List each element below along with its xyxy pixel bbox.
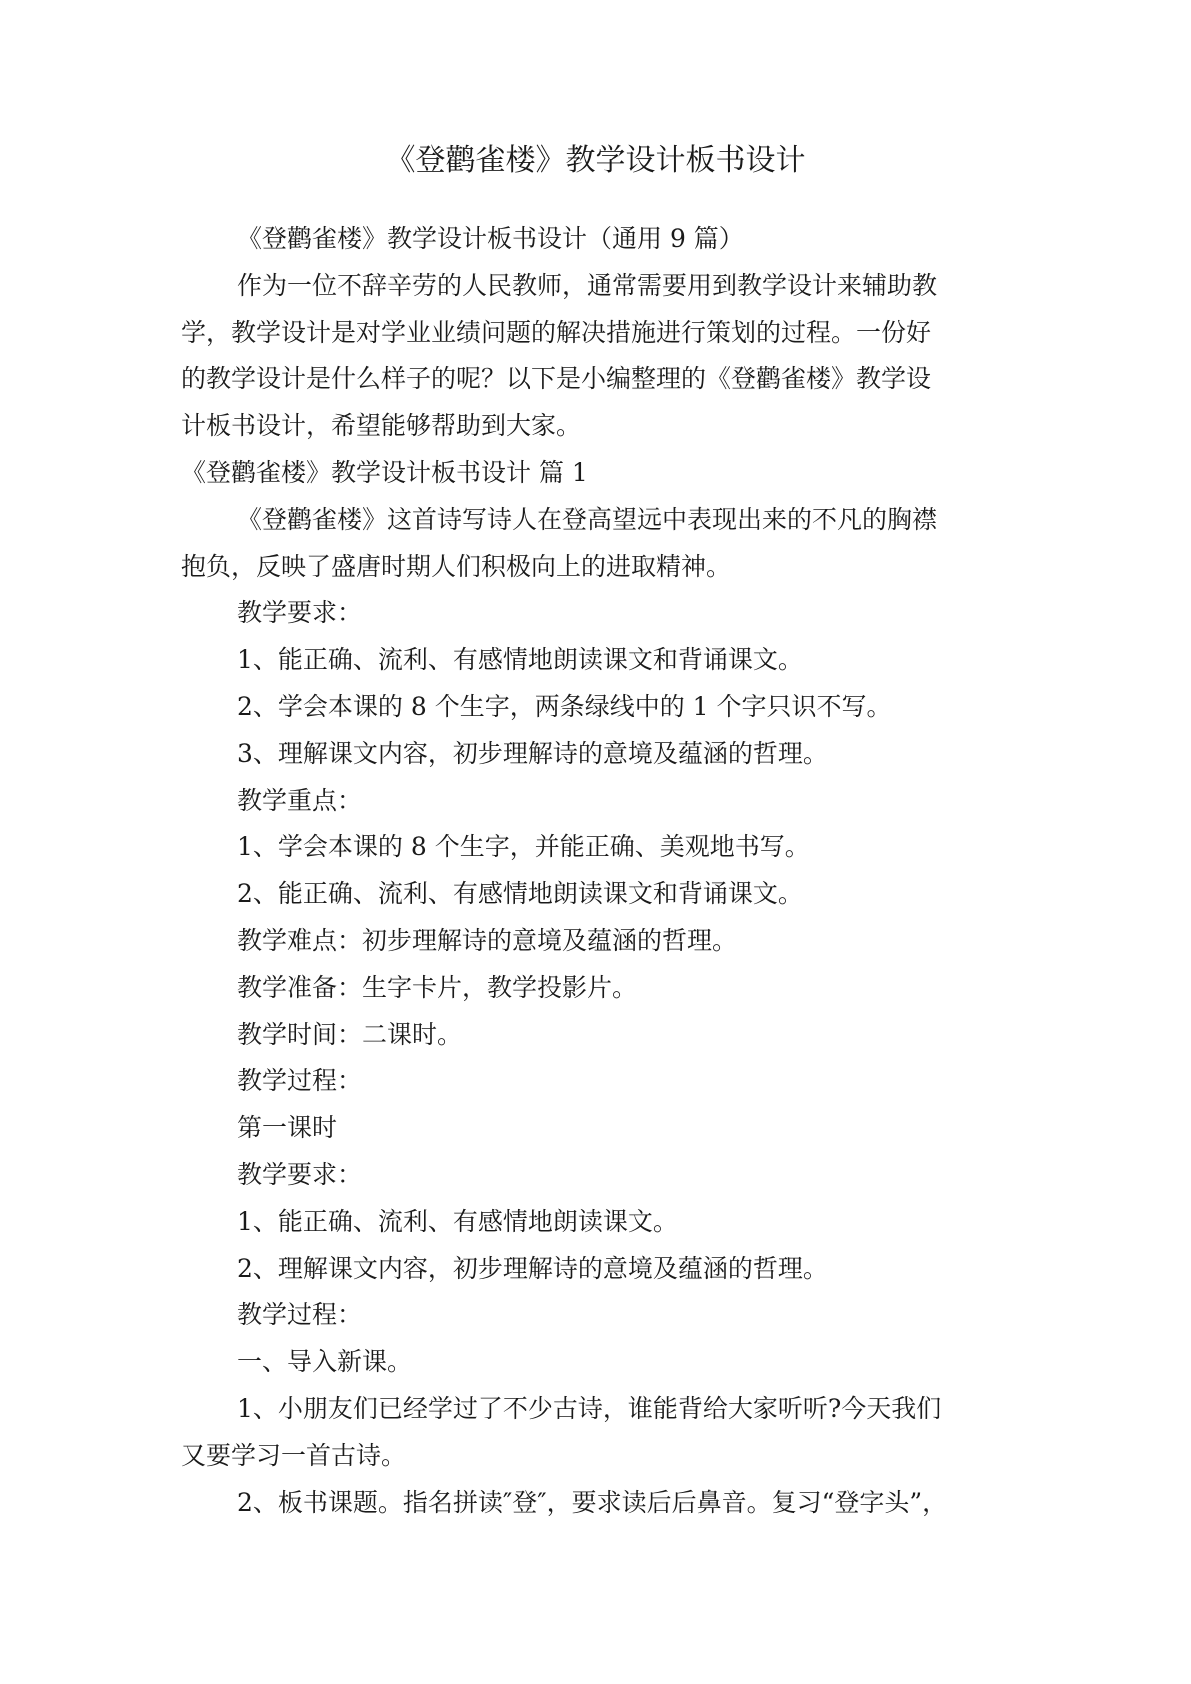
section-intro-line: 《登鹳雀楼》这首诗写诗人在登高望远中表现出来的不凡的胸襟 bbox=[237, 504, 938, 534]
step1-item1-line: 又要学习一首古诗。 bbox=[181, 1440, 407, 1470]
lesson1-requirement-item: 2、理解课文内容，初步理解诗的意境及蕴涵的哲理。 bbox=[237, 1253, 828, 1283]
step1-item1 bbox=[181, 1386, 1011, 1433]
intro-paragraph-continued bbox=[181, 310, 1011, 450]
section-intro-paragraph-continued bbox=[181, 544, 1011, 591]
teaching-time: 教学时间：二课时。 bbox=[237, 1019, 463, 1049]
intro-paragraph bbox=[181, 263, 1011, 310]
teaching-requirements-label: 教学要求： bbox=[237, 598, 363, 628]
subtitle-paragraph: 《登鹳雀楼》教学设计板书设计（通用 9 篇） bbox=[237, 224, 744, 253]
section-heading: 《登鹳雀楼》教学设计板书设计 篇 1 bbox=[181, 457, 588, 487]
step1-item2: 2、板书课题。指名拼读″登″，要求读后后鼻音。复习“登字头”， bbox=[237, 1487, 948, 1517]
teaching-focus-item: 2、能正确、流利、有感情地朗读课文和背诵课文。 bbox=[237, 879, 803, 909]
teaching-focus-label: 教学重点： bbox=[237, 785, 363, 815]
step1-item1-line: 1、小朋友们已经学过了不少古诗，谁能背给大家听听?今天我们 bbox=[237, 1393, 942, 1423]
teaching-requirement-item: 1、能正确、流利、有感情地朗读课文和背诵课文。 bbox=[237, 645, 803, 675]
lesson1-requirements-label: 教学要求： bbox=[237, 1159, 363, 1189]
step1-label: 一、导入新课。 bbox=[237, 1347, 413, 1377]
teaching-preparation: 教学准备：生字卡片，教学投影片。 bbox=[237, 972, 638, 1002]
teaching-requirement-item: 3、理解课文内容，初步理解诗的意境及蕴涵的哲理。 bbox=[237, 738, 828, 768]
teaching-difficulty: 教学难点：初步理解诗的意境及蕴涵的哲理。 bbox=[237, 925, 738, 955]
intro-line: 的教学设计是什么样子的呢？以下是小编整理的《登鹳雀楼》教学设 bbox=[181, 364, 932, 394]
teaching-process-label: 教学过程： bbox=[237, 1066, 363, 1096]
first-lesson-label: 第一课时 bbox=[237, 1113, 338, 1143]
lesson1-process-label: 教学过程： bbox=[237, 1300, 363, 1330]
step1-item1-continued bbox=[181, 1433, 1011, 1480]
teaching-requirement-item: 2、学会本课的 8 个生字，两条绿线中的 1 个字只识不写。 bbox=[237, 691, 892, 721]
document-title: 《登鹳雀楼》教学设计板书设计 bbox=[385, 143, 806, 178]
lesson1-requirement-item: 1、能正确、流利、有感情地朗读课文。 bbox=[237, 1206, 678, 1236]
section-intro-line: 抱负，反映了盛唐时期人们积极向上的进取精神。 bbox=[181, 551, 732, 581]
intro-line: 学，教学设计是对学业业绩问题的解决措施进行策划的过程。一份好 bbox=[181, 317, 932, 347]
document-body bbox=[181, 216, 1011, 1526]
section-intro-paragraph bbox=[181, 497, 1011, 544]
intro-line: 作为一位不辞辛劳的人民教师，通常需要用到教学设计来辅助教 bbox=[237, 270, 938, 300]
teaching-focus-item: 1、学会本课的 8 个生字，并能正确、美观地书写。 bbox=[237, 832, 810, 862]
intro-line: 计板书设计，希望能够帮助到大家。 bbox=[181, 411, 582, 441]
